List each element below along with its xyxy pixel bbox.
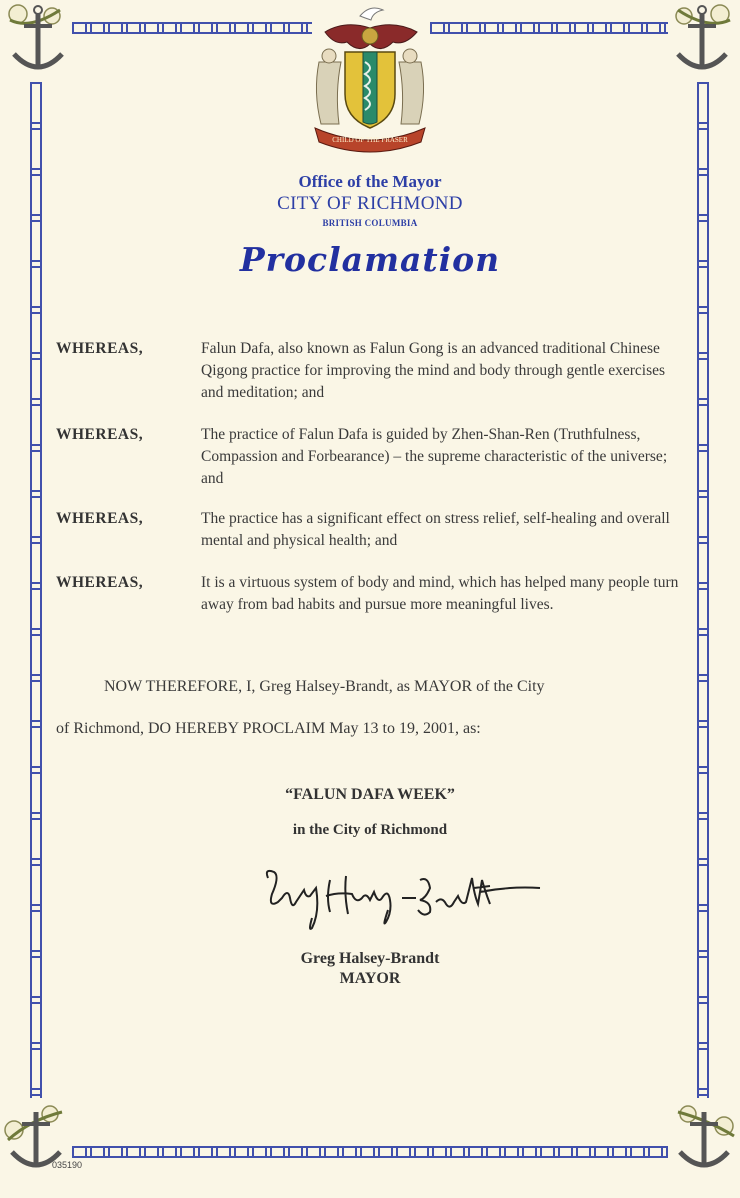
clause-text: The practice has a significant effect on stress relief, self-healing and overall mental and physical health; and	[201, 510, 670, 549]
clause-text: The practice of Falun Dafa is guided by Zhen-Shan-Ren (Truthfulness, Compassion and Forbearance) – the supreme characteristic of the universe; and	[201, 426, 668, 487]
letterhead	[0, 172, 740, 279]
mayor-title: MAYOR	[339, 970, 401, 987]
clause	[56, 338, 696, 404]
event-place: in the City of Richmond	[292, 822, 448, 838]
clause-keyword: WHEREAS,	[56, 510, 144, 527]
anchor-icon	[664, 0, 740, 80]
proclaim-line-1: NOW THEREFORE, I, Greg Halsey-Brandt, as MAYOR of the City	[104, 678, 545, 695]
clause	[56, 424, 696, 490]
clause-keyword: WHEREAS,	[56, 574, 144, 591]
province-name: BRITISH COLUMBIA	[322, 218, 418, 228]
crest-icon	[305, 2, 435, 154]
mayor-name: Greg Halsey-Brandt	[300, 950, 440, 967]
border-top	[72, 22, 312, 34]
clause-text: It is a virtuous system of body and mind, which has helped many people turn away from bad habits and pursue more meaningful lives.	[201, 574, 679, 613]
signature	[260, 858, 550, 938]
crest-motto: CHILD OF THE FRASER	[332, 136, 408, 144]
office-title: Office of the Mayor	[298, 172, 442, 191]
document-title: Proclamation	[239, 240, 501, 279]
city-name: CITY OF RICHMOND	[277, 193, 463, 214]
clause-keyword: WHEREAS,	[56, 426, 144, 443]
border-top-right	[430, 22, 668, 34]
proclaim-line-2: of Richmond, DO HEREBY PROCLAIM May 13 to 19, 2001, as:	[56, 720, 481, 737]
clause	[56, 508, 696, 552]
anchor-icon	[0, 0, 76, 80]
anchor-icon	[664, 1100, 740, 1180]
clause-keyword: WHEREAS,	[56, 340, 144, 357]
serial-number: 035190	[52, 1160, 83, 1170]
event-name: “FALUN DAFA WEEK”	[285, 786, 455, 803]
border-bottom	[72, 1146, 668, 1158]
clause	[56, 572, 696, 616]
clause-text: Falun Dafa, also known as Falun Gong is an advanced traditional Chinese Qigong practice for improving the mind and body through gentle exercises and meditation; and	[201, 340, 666, 401]
